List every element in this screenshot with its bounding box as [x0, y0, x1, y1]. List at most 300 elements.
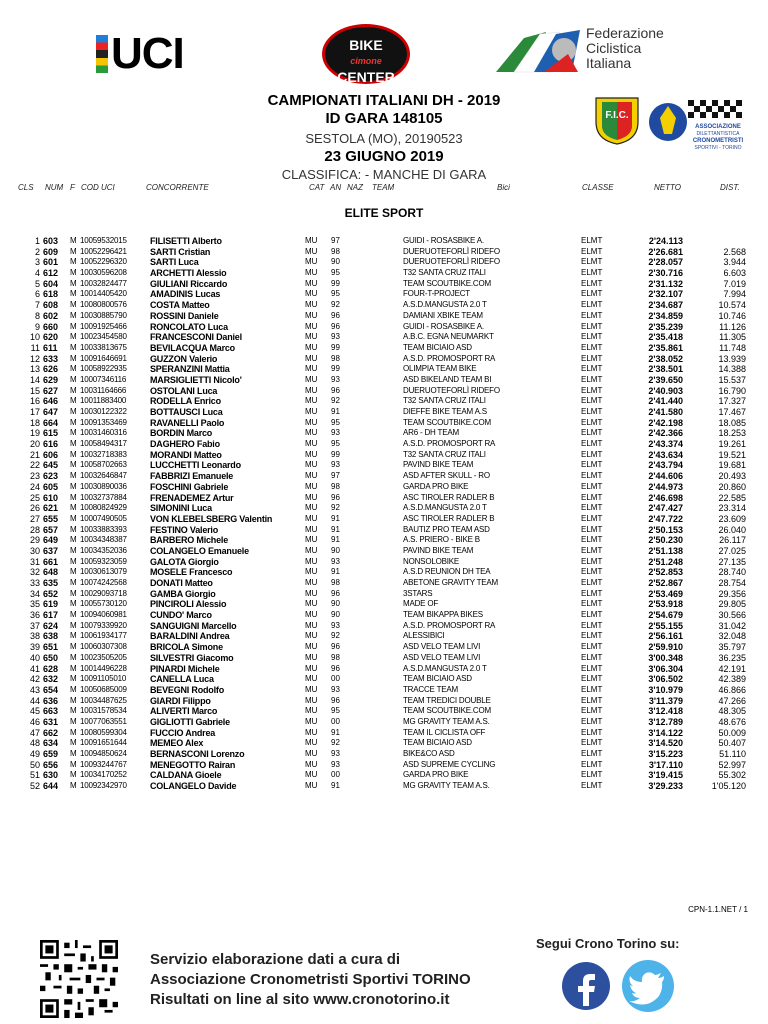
cell-team: ASD BIKELAND TEAM BI: [403, 374, 492, 384]
cell-rank: 26: [29, 503, 40, 514]
cell-rank: 27: [29, 513, 40, 524]
cell-cat: MU: [305, 556, 318, 566]
cell-cat: MU: [305, 759, 318, 769]
cell-year: 93: [331, 620, 340, 630]
cell-bib: 608: [43, 300, 59, 311]
cell-year: 92: [331, 631, 340, 641]
cell-bib: 663: [43, 706, 59, 717]
cell-team: PAVIND BIKE TEAM: [403, 545, 474, 555]
cell-uci-code: 10023454580: [80, 332, 127, 342]
cell-cat: MU: [305, 492, 318, 502]
table-row: [0, 631, 768, 642]
cell-gender: M: [70, 236, 77, 245]
cell-year: 97: [331, 236, 340, 245]
cell-gap: 11.126: [719, 321, 746, 332]
cell-gender: M: [70, 374, 77, 384]
cell-uci-code: 10032737884: [80, 492, 127, 502]
cell-cat: MU: [305, 353, 318, 363]
table-row: [0, 471, 768, 482]
cell-gender: M: [70, 781, 77, 791]
cell-rank: 12: [29, 353, 40, 364]
cell-classe: ELMT: [581, 289, 603, 299]
table-row: [0, 439, 768, 450]
twitter-icon[interactable]: [620, 958, 676, 1014]
cell-classe: ELMT: [581, 407, 603, 416]
table-row: [0, 418, 768, 429]
cell-net-time: 2'43.634: [648, 449, 683, 460]
cell-gap: 28.754: [718, 578, 746, 588]
cell-classe: ELMT: [581, 781, 603, 791]
cell-uci-code: 10080824929: [80, 503, 127, 513]
cell-cat: MU: [305, 268, 318, 278]
cell-classe: ELMT: [581, 503, 603, 513]
cell-cat: MU: [305, 652, 318, 662]
cell-team: A.S.D. PROMOSPORT RA: [403, 439, 496, 449]
table-row: [0, 375, 768, 386]
cell-team: A.S.D REUNION DH TEA: [403, 567, 491, 577]
cell-uci-code: 10034170252: [80, 770, 127, 780]
table-row: [0, 332, 768, 343]
cell-rider-name: OSTOLANI Luca: [150, 385, 218, 396]
cell-cat: MU: [305, 289, 318, 299]
cell-cat: MU: [305, 503, 318, 513]
cell-gap: 42.389: [718, 674, 746, 685]
cell-gender: M: [70, 257, 77, 267]
cell-classe: ELMT: [581, 674, 603, 684]
cell-year: 93: [331, 332, 340, 342]
cell-team: TEAM IL CICLISTA OFF: [403, 727, 486, 737]
cell-year: 93: [331, 749, 340, 758]
cell-bib: 618: [43, 289, 59, 300]
cell-classe: ELMT: [581, 364, 603, 374]
cell-year: 98: [331, 481, 340, 491]
cell-year: 90: [331, 257, 340, 267]
table-row: [0, 557, 768, 568]
table-row: [0, 749, 768, 760]
cell-rank: 28: [29, 524, 40, 535]
cell-net-time: 2'59.910: [648, 642, 683, 653]
cell-bib: 646: [43, 396, 59, 407]
cell-year: 93: [331, 374, 340, 384]
cell-cat: MU: [305, 342, 318, 352]
table-row: [0, 354, 768, 365]
cell-net-time: 2'53.918: [648, 599, 683, 610]
table-row: [0, 717, 768, 728]
cell-gap: 29.805: [718, 599, 746, 610]
cell-gap: 17.327: [718, 396, 746, 407]
table-row: [0, 674, 768, 685]
cell-net-time: 2'28.057: [648, 257, 683, 268]
cell-uci-code: 10023505205: [80, 652, 127, 662]
cell-year: 99: [331, 364, 340, 374]
cell-team: GARDA PRO BIKE: [403, 770, 469, 780]
cell-gap: 31.042: [718, 620, 746, 631]
cell-classe: ELMT: [581, 727, 603, 737]
cell-cat: MU: [305, 599, 318, 609]
cell-uci-code: 10011883400: [80, 396, 127, 406]
cell-team: ASD AFTER SKULL - RO: [403, 471, 490, 481]
cell-rider-name: FRENADEMEZ Artur: [150, 492, 234, 503]
cell-rank: 3: [34, 257, 40, 268]
cell-gap: 13.939: [718, 353, 746, 364]
facebook-icon[interactable]: [560, 960, 612, 1012]
cell-bib: 656: [43, 759, 59, 770]
cell-rank: 44: [29, 695, 40, 706]
cell-rank: 6: [34, 289, 40, 300]
cell-rider-name: SIMONINI Luca: [150, 503, 212, 514]
cell-bib: 623: [43, 471, 59, 482]
cell-classe: ELMT: [581, 310, 603, 320]
cell-gender: M: [70, 588, 77, 598]
cell-gender: M: [70, 439, 77, 449]
cell-team: NONSOLOBIKE: [403, 556, 460, 566]
cell-bib: 624: [43, 620, 59, 631]
cell-net-time: 3'15.223: [648, 749, 683, 759]
cell-bib: 629: [43, 374, 59, 385]
table-row: [0, 268, 768, 279]
cell-team: ABETONE GRAVITY TEAM: [403, 578, 498, 587]
cell-rank: 23: [29, 471, 40, 482]
cell-classe: ELMT: [581, 599, 603, 609]
cell-gender: M: [70, 460, 77, 470]
cell-gender: M: [70, 385, 77, 395]
cell-year: 98: [331, 353, 340, 363]
table-row: [0, 428, 768, 439]
cell-year: 90: [331, 610, 340, 620]
cell-uci-code: 10030890036: [80, 481, 127, 491]
cell-classe: ELMT: [581, 513, 603, 523]
cell-bib: 649: [43, 535, 59, 546]
cell-net-time: 2'46.698: [648, 492, 683, 503]
table-row: [0, 482, 768, 493]
cell-cat: MU: [305, 439, 318, 449]
cell-gender: M: [70, 417, 77, 427]
cell-team: ASD SUPREME CYCLING: [403, 759, 496, 769]
cell-bib: 664: [43, 417, 59, 428]
cell-gap: 28.740: [718, 567, 746, 578]
cell-rank: 21: [29, 449, 40, 460]
cell-rank: 7: [34, 300, 40, 311]
cell-classe: ELMT: [581, 417, 603, 427]
cell-cat: MU: [305, 278, 318, 288]
classification-label: CLASSIFICA: - MANCHE DI GARA: [281, 167, 487, 182]
cell-net-time: 2'35.239: [648, 321, 683, 332]
cell-year: 95: [331, 289, 340, 299]
cell-gender: M: [70, 706, 77, 716]
cell-cat: MU: [305, 332, 318, 342]
cell-year: 00: [331, 770, 340, 780]
cell-bib: 633: [43, 353, 59, 364]
cell-bib: 632: [43, 674, 59, 685]
cell-team: GUIDI - ROSASBIKE A.: [403, 321, 484, 331]
cell-team: PAVIND BIKE TEAM: [403, 460, 474, 470]
column-header: [0, 183, 768, 195]
cell-year: 96: [331, 385, 340, 395]
cell-gender: M: [70, 620, 77, 630]
cell-bib: 627: [43, 385, 59, 396]
cell-gap: 11.305: [719, 332, 746, 343]
table-row: [0, 621, 768, 632]
cell-rank: 52: [29, 781, 40, 792]
cell-gender: M: [70, 364, 77, 374]
cell-rider-name: BARALDINI Andrea: [150, 631, 230, 642]
cell-year: 93: [331, 556, 340, 566]
cell-team: A.S.D. PROMOSPORT RA: [403, 620, 496, 630]
cell-classe: ELMT: [581, 332, 603, 342]
cell-year: 96: [331, 642, 340, 652]
cell-rank: 45: [29, 706, 40, 717]
cell-gender: M: [70, 246, 77, 256]
cell-uci-code: 10030122322: [80, 407, 127, 416]
cell-rider-name: CALDANA Gioele: [150, 770, 222, 781]
cell-gap: 23.609: [718, 513, 746, 524]
page-reference: CPN-1.1.NET / 1: [688, 905, 748, 914]
cell-rank: 41: [29, 663, 40, 674]
cell-cat: MU: [305, 407, 318, 416]
table-row: [0, 546, 768, 557]
cell-rank: 49: [29, 749, 40, 759]
cell-rider-name: MORANDI Matteo: [150, 449, 222, 460]
cell-uci-code: 10029093718: [80, 588, 127, 598]
cell-rider-name: AMADINIS Lucas: [150, 289, 221, 300]
cell-rider-name: BEVEGNI Rodolfo: [150, 684, 224, 695]
cell-gender: M: [70, 492, 77, 502]
col-num: NUM: [45, 183, 64, 192]
cell-cat: MU: [305, 236, 318, 245]
cell-bib: 606: [43, 449, 59, 460]
bike-center-logo: BIKE cimone CENTER: [322, 24, 410, 84]
cell-uci-code: 10092342970: [80, 781, 127, 791]
cell-gap: 17.467: [718, 407, 746, 417]
race-location: SESTOLA (MO), 20190523: [305, 131, 463, 146]
cell-gender: M: [70, 631, 77, 641]
cell-cat: MU: [305, 684, 318, 694]
table-row: [0, 493, 768, 504]
cell-net-time: 2'39.650: [648, 374, 683, 385]
cell-classe: ELMT: [581, 610, 603, 620]
cell-team: DUERUOTEFORLÌ RIDEFO: [403, 257, 500, 267]
cell-classe: ELMT: [581, 321, 603, 331]
cell-classe: ELMT: [581, 428, 603, 438]
cell-net-time: 2'51.248: [648, 556, 683, 567]
cell-uci-code: 10094060981: [80, 610, 127, 620]
svg-text:DILETTANTISTICA: DILETTANTISTICA: [696, 131, 740, 137]
cell-bib: 617: [43, 610, 59, 621]
cell-team: MG GRAVITY TEAM A.S.: [403, 781, 490, 791]
cell-rank: 16: [29, 396, 40, 407]
cell-net-time: 3'06.502: [648, 674, 683, 685]
cell-gap: 6.603: [723, 268, 746, 279]
cell-classe: ELMT: [581, 631, 603, 641]
cell-cat: MU: [305, 513, 318, 523]
cell-gender: M: [70, 300, 77, 310]
cell-team: DUERUOTEFORLÌ RIDEFO: [403, 385, 500, 395]
cell-uci-code: 10091646691: [80, 353, 127, 363]
cell-year: 96: [331, 321, 340, 331]
cell-bib: 645: [43, 460, 59, 471]
cell-team: AR6 - DH TEAM: [403, 428, 459, 438]
cell-cat: MU: [305, 460, 318, 470]
cell-net-time: 2'30.716: [648, 268, 683, 279]
cell-classe: ELMT: [581, 716, 603, 726]
cell-classe: ELMT: [581, 471, 603, 481]
cell-cat: MU: [305, 567, 318, 577]
cell-cat: MU: [305, 417, 318, 427]
cell-uci-code: 10080800576: [80, 300, 127, 310]
cell-net-time: 2'31.132: [648, 278, 683, 289]
cell-gap: 42.191: [718, 663, 746, 674]
cell-gender: M: [70, 749, 77, 758]
cell-uci-code: 10031460316: [80, 428, 127, 438]
cell-cat: MU: [305, 588, 318, 598]
cell-bib: 621: [43, 503, 59, 514]
cell-rider-name: CUNDO' Marco: [150, 610, 212, 621]
cell-bib: 634: [43, 738, 59, 749]
table-row: [0, 407, 768, 418]
cell-bib: 655: [43, 513, 59, 524]
cell-gender: M: [70, 695, 77, 705]
cell-net-time: 2'53.469: [648, 588, 683, 599]
cell-cat: MU: [305, 428, 318, 438]
cell-gender: M: [70, 513, 77, 523]
cell-bib: 628: [43, 663, 59, 674]
cell-classe: ELMT: [581, 353, 603, 363]
cell-net-time: 2'50.153: [648, 524, 683, 535]
cell-classe: ELMT: [581, 524, 603, 534]
cell-bib: 602: [43, 310, 59, 321]
cell-net-time: 2'34.687: [648, 300, 683, 311]
cell-bib: 657: [43, 524, 59, 535]
table-row: [0, 364, 768, 375]
table-row: [0, 311, 768, 322]
cell-gap: 16.790: [718, 385, 746, 396]
cell-uci-code: 10033883393: [80, 524, 127, 534]
cell-year: 95: [331, 417, 340, 427]
cell-classe: ELMT: [581, 620, 603, 630]
table-row: [0, 450, 768, 461]
cell-bib: 662: [43, 727, 59, 738]
cell-rank: 30: [29, 545, 40, 556]
cell-uci-code: 10032824477: [80, 278, 127, 288]
cell-bib: 601: [43, 257, 59, 268]
cell-net-time: 3'14.520: [648, 738, 683, 749]
cell-year: 97: [331, 471, 340, 481]
cell-gap: 50.407: [718, 738, 746, 749]
cell-gap: 15.537: [718, 374, 746, 385]
cell-bib: 615: [43, 428, 59, 439]
cell-gap: 26.040: [718, 524, 746, 535]
cell-net-time: 2'38.052: [648, 353, 683, 364]
table-row: [0, 781, 768, 792]
table-row: [0, 257, 768, 268]
cell-cat: MU: [305, 770, 318, 780]
col-cod-uci: COD UCI: [81, 183, 115, 192]
cell-gender: M: [70, 428, 77, 438]
cell-uci-code: 10034487625: [80, 695, 127, 705]
cell-gap: 23.314: [718, 503, 746, 514]
cell-gap: 10.574: [718, 300, 746, 311]
table-row: [0, 760, 768, 771]
cell-cat: MU: [305, 738, 318, 748]
cell-rider-name: SARTI Luca: [150, 257, 199, 268]
cell-gender: M: [70, 738, 77, 748]
cell-rider-name: CANELLA Luca: [150, 674, 214, 685]
cell-rank: 9: [34, 321, 40, 332]
cell-classe: ELMT: [581, 578, 603, 587]
cell-cat: MU: [305, 449, 318, 459]
cell-cat: MU: [305, 524, 318, 534]
cell-rider-name: FRANCESCONI Daniel: [150, 332, 242, 343]
cell-rider-name: COLANGELO Davide: [150, 781, 237, 792]
cell-rider-name: GUZZON Valerio: [150, 353, 218, 364]
cell-classe: ELMT: [581, 695, 603, 705]
cell-bib: 620: [43, 332, 59, 343]
cell-classe: ELMT: [581, 556, 603, 566]
cell-uci-code: 10032718383: [80, 449, 127, 459]
table-row: [0, 567, 768, 578]
cell-rank: 47: [29, 727, 40, 738]
cell-rider-name: SILVESTRI Giacomo: [150, 652, 234, 663]
championship-title: CAMPIONATI ITALIANI DH - 2019: [267, 92, 501, 109]
cell-gap: 48.305: [718, 706, 746, 717]
race-id: ID GARA 148105: [325, 110, 443, 127]
cell-gender: M: [70, 727, 77, 737]
cell-year: 91: [331, 781, 340, 791]
table-row: [0, 685, 768, 696]
cell-team: TEAM TREDICI DOUBLE: [403, 695, 491, 705]
cell-rider-name: FOSCHINI Gabriele: [150, 481, 229, 492]
table-row: [0, 343, 768, 354]
cell-cat: MU: [305, 364, 318, 374]
cell-gender: M: [70, 599, 77, 609]
cell-classe: ELMT: [581, 545, 603, 555]
cell-rank: 19: [29, 428, 40, 439]
cell-rank: 36: [29, 610, 40, 621]
table-row: [0, 300, 768, 311]
cell-cat: MU: [305, 610, 318, 620]
cell-gender: M: [70, 674, 77, 684]
table-row: [0, 728, 768, 739]
cell-rider-name: PINARDI Michele: [150, 663, 220, 674]
cell-bib: 660: [43, 321, 59, 332]
cell-rider-name: MARSIGLIETTI Nicolo': [150, 374, 242, 385]
cell-year: 95: [331, 439, 340, 449]
col-classe: CLASSE: [582, 183, 614, 192]
cell-year: 98: [331, 578, 340, 587]
cell-uci-code: 10052296320: [80, 257, 127, 267]
cell-uci-code: 10030613079: [80, 567, 127, 577]
cell-bib: 636: [43, 695, 59, 706]
cell-rider-name: FESTINO Valerio: [150, 524, 219, 535]
cell-rank: 17: [29, 407, 40, 417]
cell-uci-code: 10061934177: [80, 631, 127, 641]
cell-cat: MU: [305, 727, 318, 737]
cell-gender: M: [70, 407, 77, 416]
cell-gap: 27.025: [718, 545, 746, 556]
cell-team: A.B.C. EGNA NEUMARKT: [403, 332, 494, 342]
cell-net-time: 2'26.681: [648, 246, 683, 257]
cell-rank: 14: [29, 374, 40, 385]
cell-uci-code: 10014496228: [80, 663, 127, 673]
cell-rank: 2: [34, 246, 40, 257]
cell-net-time: 2'38.501: [648, 364, 683, 375]
category-title: ELITE SPORT: [344, 206, 424, 220]
cell-uci-code: 10094850624: [80, 749, 127, 758]
cell-classe: ELMT: [581, 342, 603, 352]
cell-rider-name: BRICOLA Simone: [150, 642, 223, 653]
cell-gender: M: [70, 610, 77, 620]
cell-gap: 55.302: [718, 770, 746, 781]
